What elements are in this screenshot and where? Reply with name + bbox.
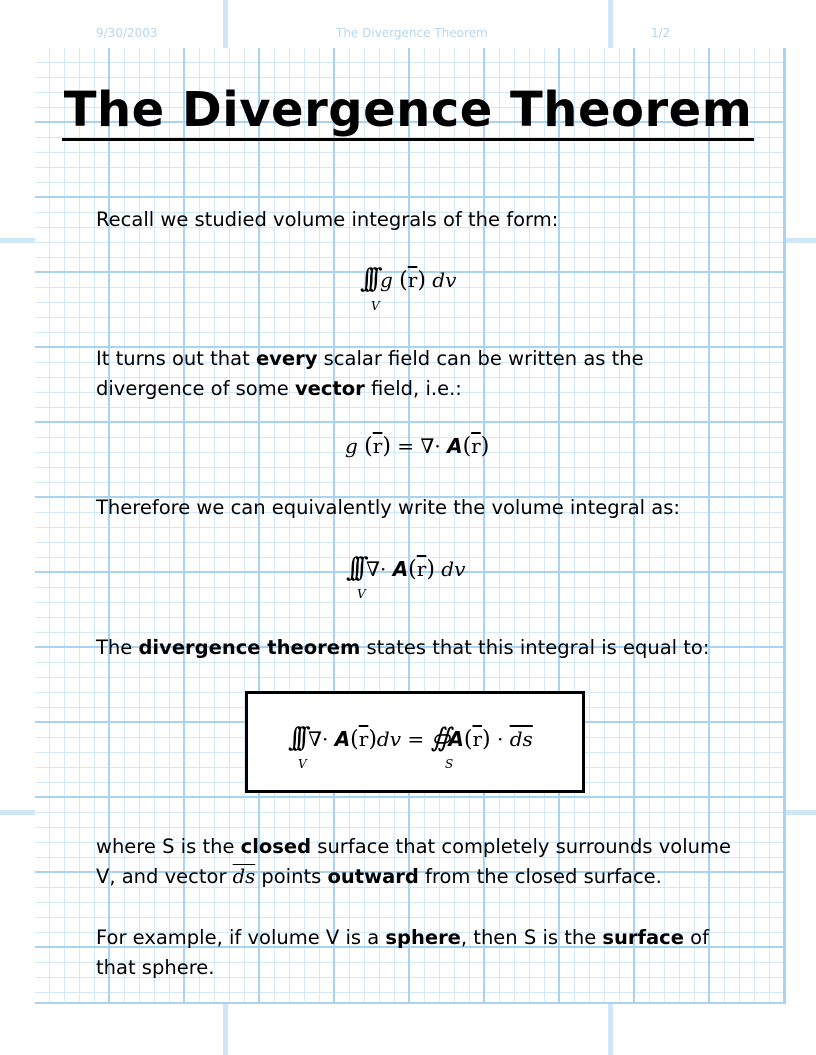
paragraph-1: Recall we studied volume integrals of the form: bbox=[96, 208, 559, 231]
region-label: V bbox=[298, 757, 307, 771]
header-title: The Divergence Theorem bbox=[336, 26, 488, 40]
region-label: V bbox=[371, 299, 380, 313]
region-label: V bbox=[357, 587, 366, 601]
paragraph-4: The divergence theorem states that this integral is equal to: bbox=[96, 636, 710, 659]
equation-divergence-theorem: ∫∫∫ ∇· $A(\overline{r})dv$ = ∯ $A(\overline{r}) \cdot \overline{ds}$ bbox=[288, 723, 533, 753]
paragraph-5: where S is the closed surface that completely surrounds volume V, and vector $\overline{ds}$ points outward from the closed surface. bbox=[96, 835, 732, 888]
paragraph-3: Therefore we can equivalently write the volume integral as: bbox=[96, 496, 680, 519]
equation-scalar-divergence: g $(\overline{r})$ = ∇· $A(\overline{r})$ bbox=[345, 434, 490, 459]
surface-label: S bbox=[445, 757, 454, 771]
equation-divergence-integral: ∫∫∫ ∇· $A(\overline{r})$ dv bbox=[346, 553, 466, 583]
header-page: 1/2 bbox=[651, 26, 671, 40]
paragraph-6: For example, if volume V is a sphere, then S is the surface of that sphere. bbox=[96, 926, 709, 979]
page-title: The Divergence Theorem bbox=[0, 82, 816, 138]
equation-volume-integral: ∫∫∫ g $(\overline{r})$ dv bbox=[360, 264, 457, 294]
paragraph-2: It turns out that every scalar field can be written as the divergence of some vector field, i.e.: bbox=[96, 347, 644, 400]
header-date: 9/30/2003 bbox=[96, 26, 158, 40]
